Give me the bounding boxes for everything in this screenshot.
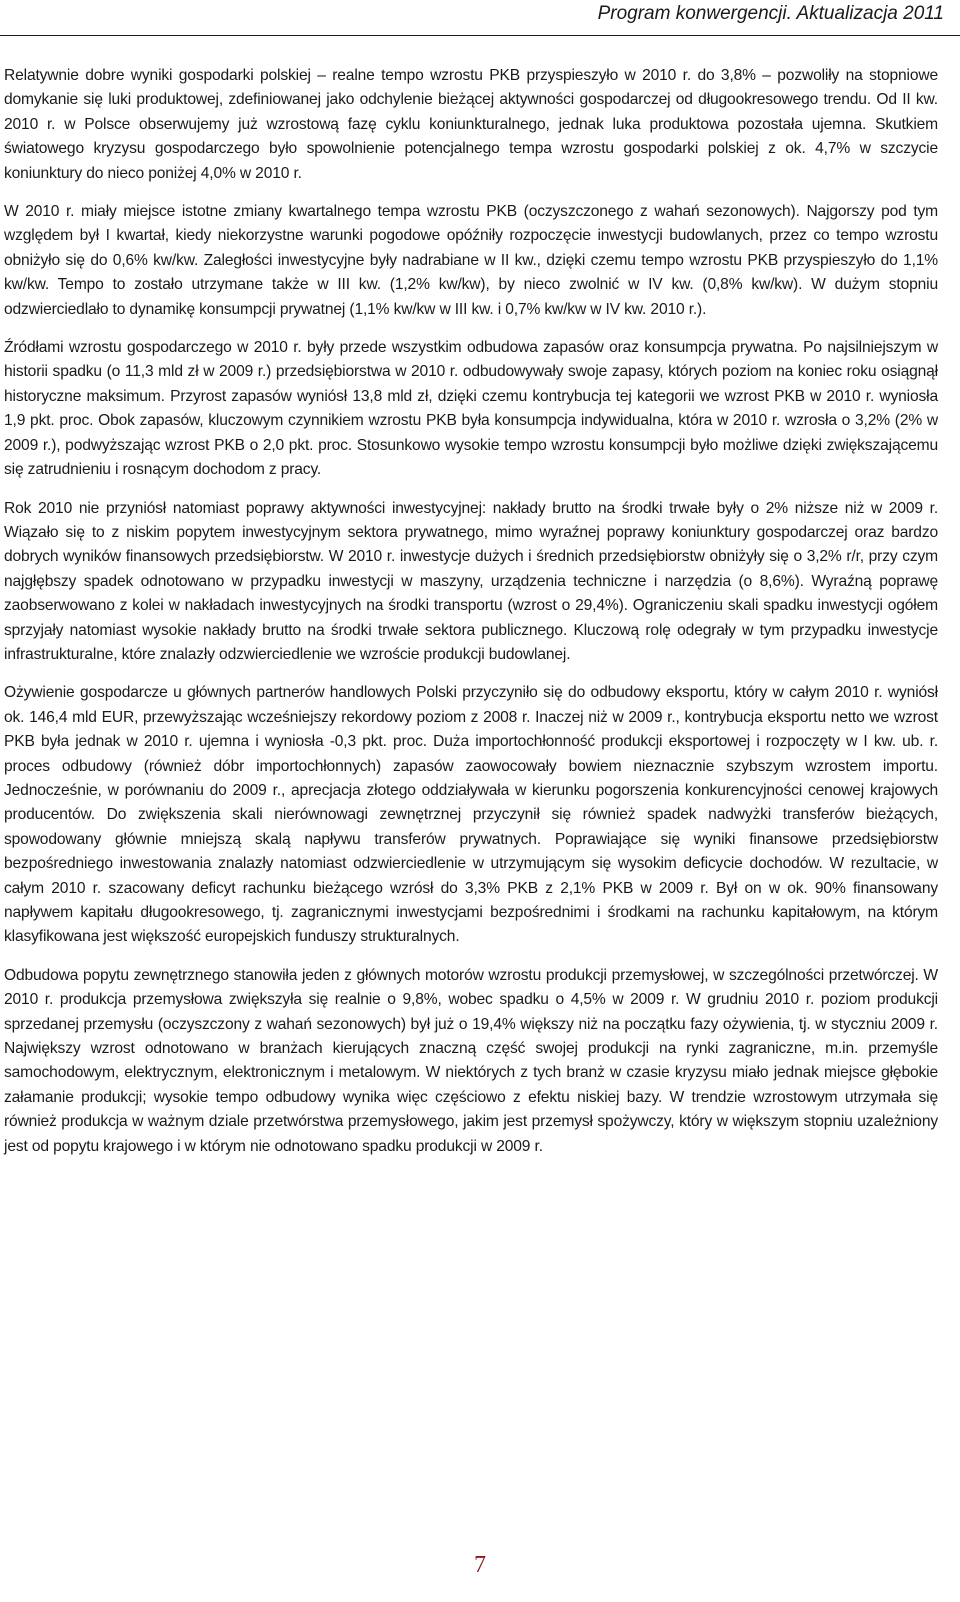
running-header: Program konwergencji. Aktualizacja 2011 — [597, 3, 944, 24]
body-text — [4, 64, 938, 1173]
page-number: 7 — [474, 1552, 486, 1578]
header-rule — [0, 35, 960, 36]
paragraph-4: Rok 2010 nie przyniósł natomiast poprawy aktywności inwestycyjnej: nakłady brutto na środki trwałe były o 2% niższe niż w 2009 r. Wiązało się to z niskim popytem inwestycyjnym sektora prywatnego, mimo wyraźnej poprawy koniunktury gospodarczej oraz bardzo dobrych wyników finansowych przedsiębiorstw. W 2010 r. inwestycje dużych i średnich przedsiębiorstw obniżyły się o 3,2% r/r, przy czym najgłębszy spadek odnotowano w przypadku inwestycji w maszyny, urządzenia techniczne i narzędzia (o 8,6%). Wyraźną poprawę zaobserwowano z kolei w nakładach inwestycyjnych na środki transportu (wzrost o 29,4%). Ograniczeniu skali spadku inwestycji ogółem sprzyjały natomiast wysokie nakłady brutto na środki trwałe sektora publicznego. Kluczową rolę odegrały w tym przypadku inwestycje infrastrukturalne, które znalazły odzwierciedlenie we wzroście produkcji budowlanej. — [4, 499, 938, 663]
paragraph-3: Źródłami wzrostu gospodarczego w 2010 r. były przede wszystkim odbudowa zapasów oraz konsumpcja prywatna. Po najsilniejszym w historii spadku (o 11,3 mld zł w 2009 r.) przedsiębiorstwa w 2010 r. odbudowywały swoje zapasy, których poziom na koniec roku osiągnął historyczne maksimum. Przyrost zapasów wyniósł 13,8 mld zł, dzięki czemu kontrybucja tej kategorii we wzrost PKB w 2010 r. wyniosła 1,9 pkt. proc. Obok zapasów, kluczowym czynnikiem wzrostu PKB była konsumpcja indywidualna, która w 2010 r. wzrosła o 3,2% (2% w 2009 r.), podwyższając wzrost PKB o 2,0 pkt. proc. Stosunkowo wysokie tempo wzrostu konsumpcji było możliwe dzięki zwiększającemu się zatrudnieniu i rosnącym dochodom z pracy. — [4, 339, 938, 479]
paragraph-6: Odbudowa popytu zewnętrznego stanowiła jeden z głównych motorów wzrostu produkcji przemysłowej, w szczególności przetwórczej. W 2010 r. produkcja przemysłowa zwiększyła się realnie o 9,8%, wobec spadku o 4,5% w 2009 r. W grudniu 2010 r. poziom produkcji sprzedanej przemysłu (oczyszczony z wahań sezonowych) był już o 19,4% większy niż na początku fazy ożywienia, tj. w styczniu 2009 r. Największy wzrost odnotowano w branżach kierujących znaczną część swojej produkcji na rynki zagraniczne, m.in. przemyśle samochodowym, elektrycznym, elektronicznym i metalowym. W niektórych z tych branż w czasie kryzysu miało jednak miejsce głębokie załamanie produkcji; wysokie tempo odbudowy wynika więc częściowo z efektu niskiej bazy. W trendzie wzrostowym utrzymała się również produkcja w ważnym dziale przetwórstwa przemysłowego, jakim jest przemysł spożywczy, który w większym stopniu uzależniony jest od popytu krajowego i w którym nie odnotowano spadku produkcji w 2009 r. — [4, 966, 938, 1155]
paragraph-1: Relatywnie dobre wyniki gospodarki polskiej – realne tempo wzrostu PKB przyspieszyło w 2010 r. do 3,8% – pozwoliły na stopniowe domykanie się luki produktowej, zdefiniowanej jako odchylenie bieżącej aktywności gospodarczej od długookresowego trendu. Od II kw. 2010 r. w Polsce obserwujemy już wzrostową fazę cyklu koniunkturalnego, jednak luka produktowa pozostała ujemna. Skutkiem światowego kryzysu gospodarczego było spowolnienie potencjalnego tempa wzrostu gospodarki polskiej z ok. 4,7% w szczycie koniunktury do nieco poniżej 4,0% w 2010 r. — [4, 67, 938, 182]
paragraph-2: W 2010 r. miały miejsce istotne zmiany kwartalnego tempa wzrostu PKB (oczyszczonego z wahań sezonowych). Najgorszy pod tym względem był I kwartał, kiedy niekorzystne warunki pogodowe opóźniły rozpoczęcie inwestycji budowlanych, przez co tempo wzrostu obniżyło się do 0,6% kw/kw. Zaległości inwestycyjne były nadrabiane w II kw., dzięki czemu tempo wzrostu PKB przyspieszyło do 1,1% kw/kw. Tempo to zostało utrzymane także w III kw. (1,2% kw/kw), by nieco zwolnić w IV kw. (0,8% kw/kw). W dużym stopniu odzwierciedlało to dynamikę konsumpcji prywatnej (1,1% kw/kw w III kw. i 0,7% kw/kw w IV kw. 2010 r.). — [4, 203, 938, 318]
paragraph-5: Ożywienie gospodarcze u głównych partnerów handlowych Polski przyczyniło się do odbudowy eksportu, który w całym 2010 r. wyniósł ok. 146,4 mld EUR, przewyższając wcześniejszy rekordowy poziom z 2008 r. Inaczej niż w 2009 r., kontrybucja eksportu netto we wzrost PKB była jednak w 2010 r. ujemna i wyniosła -0,3 pkt. proc. Duża importochłonność produkcji eksportowej i rozpoczęty w I kw. ub. r. proces odbudowy (również dóbr importochłonnych) zapasów zaowocowały bowiem nieznacznie szybszym wzrostem importu. Jednocześnie, w porównaniu do 2009 r., aprecjacja złotego oddziaływała w kierunku pogorszenia konkurencyjności cenowej krajowych producentów. Do zwiększenia skali nierównowagi zewnętrznej przyczynił się również spadek nadwyżki transferów bieżących, spowodowany głównie mniejszą skalą napływu transferów prywatnych. Poprawiające się wyniki finansowe przedsiębiorstw bezpośredniego inwestowania znalazły natomiast odzwierciedlenie w utrzymującym się wysokim deficycie dochodów. W rezultacie, w całym 2010 r. szacowany deficyt rachunku bieżącego wzrósł do 3,3% PKB z 2,1% PKB w 2009 r. Był on w ok. 90% finansowany napływem kapitału długookresowego, tj. zagranicznymi inwestycjami bezpośrednimi i środkami na rachunku kapitałowym, na którym klasyfikowana jest większość europejskich funduszy strukturalnych. — [4, 684, 938, 946]
